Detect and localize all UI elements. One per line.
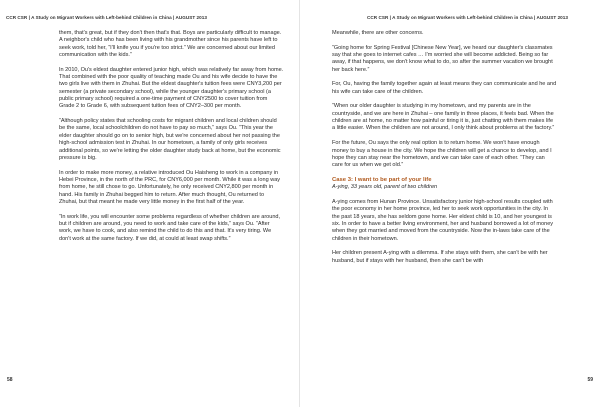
case-byline: A-ying, 33 years old, parent of two children: [332, 184, 438, 191]
paragraph: “When our older daughter is studying in my hometown, and my parents are in the countryside, and we are here in Zhuhai – one family in three places, it feels bad. When the children are at home, no matter how painful or tiring it is, just chatting with them makes life a little easier. When the children are not around, I only think about problems at the factory.”: [332, 103, 555, 132]
page-number: 59: [587, 377, 593, 383]
paragraph: For the future, Ou says the only real option is to return home. We won't have enough money to buy a house in the city. We hope the children will get a chance to develop, and I hope they can stay near the hometown, and we can take care of each other. “They can care for us when we get old.”: [332, 140, 552, 169]
paragraph: For, Ou, having the family together again at least means they can communicate and he and his wife can take care of the children.: [332, 81, 557, 95]
paragraph: Meanwhile, there are other concerns.: [332, 30, 424, 36]
case-heading: Case 3: I want to be part of your life: [332, 176, 432, 183]
body-column: [59, 30, 284, 250]
page-number: 58: [7, 377, 13, 383]
running-head: CCR CSR | A Study on Migrant Workers with Left-behind Children in China | AUGUST 2013: [367, 15, 568, 20]
paragraph: them, that's great, but if they don't then that's that. Boys are particularly difficult to manage. A neighbor's child who has been living with his grandmother since his parents have left to seek work, told her, “I'll knife you if you're too strict.” We are concerned about our limited communication with the kids.”: [59, 30, 282, 59]
paragraph: “Going home for Spring Festival [Chinese New Year], we heard our daughter's classmates say that she goes to internet cafes … I'm worried she will become addicted. Being so far away, if that happens, we don't know what to do, so after the summer vacation we brought her back here.”: [332, 44, 553, 73]
paragraph: In order to make more money, a relative introduced Ou Haisheng to work in a company in Hebei Province, in the north of the PRC, for CNY6,000 per month. While it was a long way from home, he still chose to go. Unfortunately, he only received CNY2,800 per month in hand. His family in Zhuhai begged him to return. After much thought, Ou returned to Zhuhai, but that meant he made very little money in the first half of the year.: [59, 169, 281, 205]
paragraph: “Although policy states that schooling costs for migrant children and local children should be the same, local schoolchildren do not have to pay so much,” says Ou. “This year the elder daughter should go on to senior high, but we're concerned about her not passing the high-school admission test in Zhuhai. In our hometown, a family of only girls receives additional points, so we're letting the older daughter study back at home, but the economic pressure is big.: [59, 118, 281, 161]
paragraph: A-ying comes from Hunan Province. Unsatisfactory junior high-school results coupled with the poor economy in her home province, led her to seek work opportunities in the city. In the past 18 years, she has seldom gone home. Her eldest child is 10, and her youngest is six. In order to have a better living environment, her and husband borrowed a lot of money when they got married and moved from the countryside. Now the in-laws take care of the children in their hometown.: [332, 198, 554, 242]
paragraph: In 2010, Ou's eldest daughter entered junior high, which was relatively far away from home. That combined with the poor quality of teaching made Ou and his wife decide to have the two girls live with them in Zhuhai. But the eldest daughter's tuition fees were CNY3,200 per semester (a private secondary school), while the younger daughter's primary school (a public primary school) required a one-time payment of CNY2500 to cover tuition from Grade 2 to Grade 6, with subsequent tuition fees of CNY2–300 per month.: [59, 66, 284, 110]
right-page: [300, 0, 600, 407]
running-head: CCR CSR | A Study on Migrant Workers with Left-behind Children in China | AUGUST 2013: [6, 15, 207, 20]
body-column: [332, 30, 557, 272]
paragraph: “In work life, you will encounter some problems regardless of whether children are around, but if children are around, you need to work and take care of the kids,” says Ou. “After work, we have to cook, and also remind the child to do this and that. It's very tiring. We don't work at the same factory. If we did, at could at least swap shifts.”: [59, 213, 281, 242]
paragraph: Her children present A-ying with a dilemma. If she stays with them, she can't be with her husband, but if stays with her husband, then she can't be with: [332, 250, 548, 264]
